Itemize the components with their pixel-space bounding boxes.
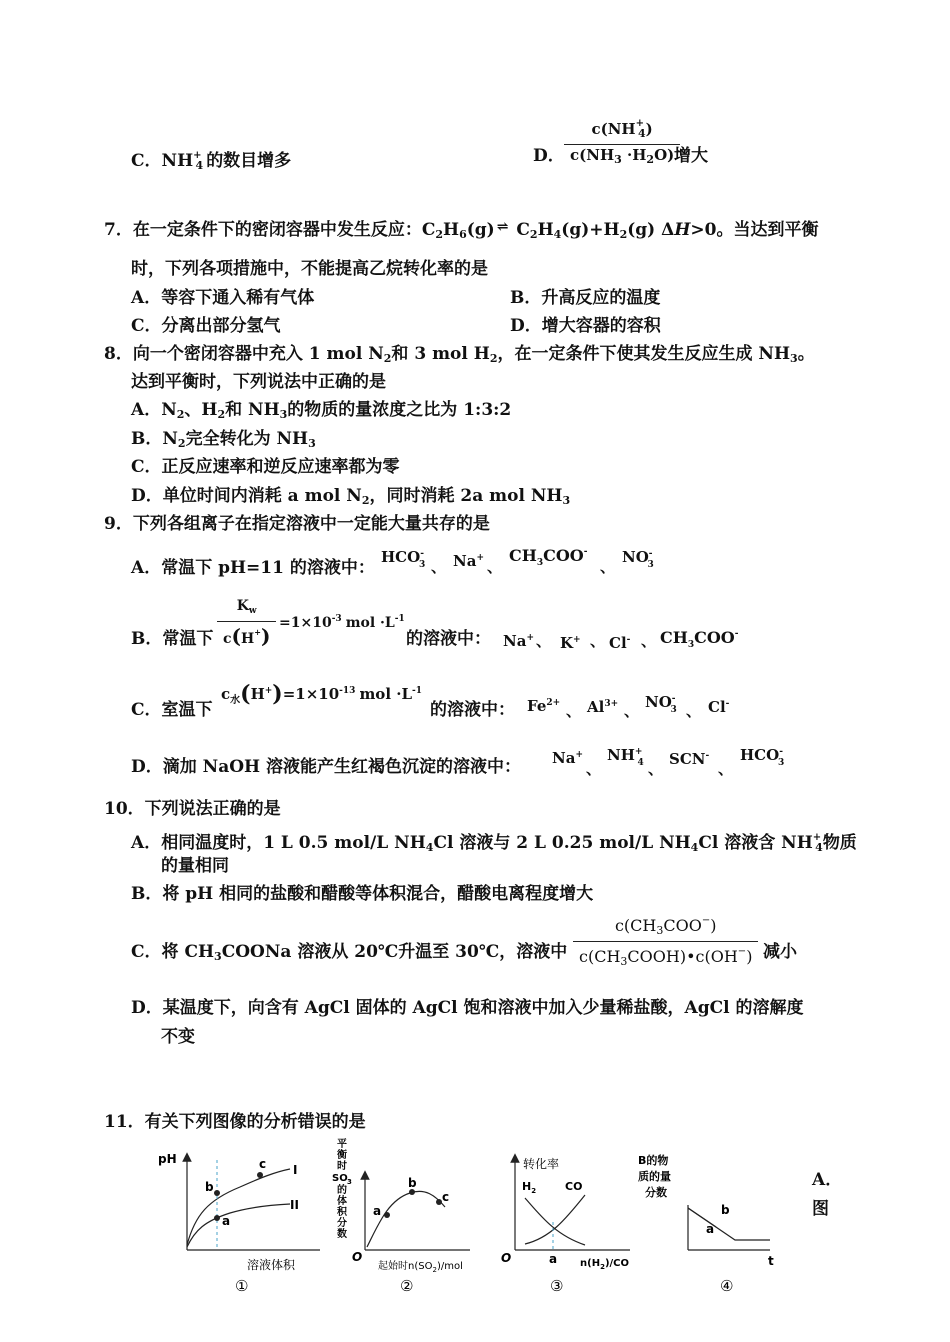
fraction-denominator: c(H+) [223,624,271,648]
q9-stem: 9．下列各组离子在指定溶液中一定能大量共存的是 [104,514,490,534]
svg-text:3: 3 [347,1178,352,1186]
q8-option-c: C．正反应速率和逆反应速率都为零 [131,457,400,477]
graph-1 [150,1145,330,1295]
curve-ii-label: II [290,1198,299,1212]
q7-option-a: A．等容下通入稀有气体 [131,288,315,308]
curve-h2 [525,1198,585,1245]
q9-option-b-prefix: B．常温下 [131,629,214,649]
svg-text:的: 的 [337,1185,347,1196]
ion-na: Na+ [552,749,583,767]
fraction-denominator: $c(NH_3 \cdot H_2O)$ [570,146,675,166]
ion-separator: 、 [566,702,582,720]
q6-option-c: C．$NH^+_4$ 的数目增多 [131,150,292,172]
ion-separator: 、 [431,558,447,576]
q10-option-b: B．将 pH 相同的盐酸和醋酸等体积混合，醋酸电离程度增大 [131,884,594,904]
ion-separator: 、 [590,632,606,650]
graph-number: ④ [720,1277,734,1295]
q6-option-d-text: 增大 [674,146,708,166]
ion-nh4: $NH^+_4$ [607,746,644,768]
ion-separator: 、 [586,760,602,778]
y-axis-label: 转化率 [523,1157,560,1171]
ion-no3: $NO^-_3$ [622,548,654,570]
q9-option-b-equation: $=1\times 10^{-3}$ mol $\cdot L^{-1}$ [279,614,405,631]
q10-option-c-suffix: 减小 [763,942,797,962]
svg-text:时: 时 [337,1161,347,1172]
graph-3 [495,1150,645,1295]
ion-al: $Al^{3+}$ [587,698,619,716]
point-a [214,1215,220,1221]
q8-option-b: B．$N_2$完全转化为 $NH_3$ [131,429,316,450]
ion-ch3coo: $CH_3COO^-$ [509,546,588,568]
point-b-label: b [408,1176,417,1190]
q8-option-a: A．$N_2$、$H_2$和 $NH_3$的物质的量浓度之比为 1:3:2 [131,400,512,421]
point-b [214,1190,220,1196]
point-a-label: a [222,1214,231,1228]
svg-text:SO: SO [332,1173,348,1184]
point-a-label: a [549,1252,558,1266]
x-axis-label [378,1259,463,1274]
q9-option-b-fraction [217,596,276,649]
ion-na: Na+ [503,632,534,650]
q11-option-a-label-2: 图 [812,1199,829,1219]
point-a-label: a [373,1204,382,1218]
q9-option-c-equation: $c_水(H^+)=1\times 10^{-13}$ mol $\cdot L^{-1}$ [221,681,423,707]
ion-separator: 、 [641,632,657,650]
fraction-numerator: $K_w$ [236,598,257,616]
ion-hco3: $HCO^-_3$ [381,548,426,570]
ion-k: K+ [560,634,581,652]
q7-option-c: C．分离出部分氢气 [131,316,281,336]
x-axis-label: t [768,1254,774,1268]
ion-scn: SCN- [669,750,710,768]
svg-text:积: 积 [337,1207,347,1218]
x-axis-label: 溶液体积 [247,1258,296,1272]
ion-fe: $Fe^{2+}$ [527,697,561,715]
ion-hco3: $HCO^-_3$ [740,746,785,768]
graph-number: ② [400,1277,414,1295]
svg-text:体: 体 [337,1196,347,1207]
q9-option-c-suffix: 的溶液中： [430,700,515,720]
svg-text:B的物: B的物 [638,1154,669,1167]
y-axis-label: pH [158,1152,177,1166]
graph-4 [630,1150,790,1295]
ion-separator: 、 [624,702,640,720]
fraction-numerator: $c(CH_3COO^-)$ [614,915,717,937]
q8-option-d: D．单位时间内消耗 a mol $N_2$，同时消耗 2a mol $NH_3$ [131,486,571,507]
ion-separator: 、 [686,702,702,720]
q10-option-d-line2: 不变 [161,1027,195,1047]
q10-option-d-line1: D．某温度下，向含有 AgCl 固体的 AgCl 饱和溶液中加入少量稀盐酸，AgCl 的溶解度 [131,998,804,1018]
point-a-label: a [706,1222,715,1236]
fraction-denominator: $c(CH_3COOH)•c(OH^-)$ [579,946,753,968]
svg-text:数: 数 [337,1229,347,1240]
svg-text:分数: 分数 [645,1186,667,1199]
curve-ii [187,1204,290,1247]
ion-separator: 、 [648,760,664,778]
ion-separator: 、 [600,558,616,576]
ion-separator: 、 [487,558,503,576]
ion-cl: Cl- [708,698,730,716]
point-c-label: c [259,1157,267,1171]
origin-label: O [352,1250,363,1264]
point-c-label: c [442,1190,450,1204]
svg-text:起始时n(SO2)/mol: 起始时$n(SO_2)$/mol [378,1261,463,1274]
q10-option-c: C．将 $CH_3COONa$ 溶液从 20℃升温至 30℃，溶液中 [131,942,568,963]
q9-option-a: A．常温下 pH=11 的溶液中： [131,558,375,578]
point-b-label: b [205,1180,214,1194]
q7-stem-line2: 时，下列各项措施中，不能提高乙烷转化率的是 [131,259,488,279]
svg-text:分: 分 [337,1218,347,1229]
svg-text:衡: 衡 [337,1150,347,1161]
curve-co [525,1195,585,1244]
q10-option-a-line1: A．相同温度时，1 L 0.5 mol/L $NH_4Cl$ 溶液与 2 L 0.25 mol/L $NH_4Cl$ 溶液含 $NH^+_4$物质 [131,832,857,854]
point-a [384,1212,390,1218]
graph-number: ③ [550,1277,564,1295]
q9-option-c-prefix: C．室温下 [131,700,213,720]
graph-number: ① [235,1277,249,1295]
q11-stem: 11．有关下列图像的分析错误的是 [104,1112,366,1132]
ion-na: Na+ [453,552,484,570]
q9-option-b-suffix: 的溶液中： [406,629,491,649]
q6-option-d-fraction [564,114,680,170]
point-c [257,1172,263,1178]
q7-option-b: B．升高反应的温度 [510,288,661,308]
ion-ch3coo: $CH_3COO^-$ [660,628,739,650]
graph-2 [330,1135,500,1295]
ion-separator: 、 [718,760,734,778]
ion-no3: $NO^-_3$ [645,693,677,715]
curve-i [187,1169,290,1245]
co-label: CO [565,1180,583,1193]
q10-stem: 10．下列说法正确的是 [104,799,281,819]
origin-label: O [501,1251,512,1265]
q6-option-d-label: D． [533,146,565,166]
ion-separator: 、 [536,632,552,650]
q7-stem-line1: 7．在一定条件下的密闭容器中发生反应：$C_2H_6(g)$ ⇌ $C_2H_4(g)+H_2(g)$ ΔH>0。当达到平衡 [104,219,819,241]
svg-text:质的量: 质的量 [638,1170,671,1183]
point-b-label: b [721,1203,730,1217]
h2-label: $H_2$ [522,1180,537,1195]
q9-option-d: D．滴加 NaOH 溶液能产生红褐色沉淀的溶液中： [131,757,522,777]
curve [367,1191,445,1247]
x-axis-label: $n(H_2)/CO$ [580,1258,629,1271]
fraction-numerator: $c(NH^+_4)$ [591,118,653,140]
curve-i-label: I [293,1163,298,1177]
svg-text:平: 平 [337,1139,347,1150]
q10-option-a-line2: 的量相同 [161,856,229,876]
ion-cl: Cl- [609,634,631,652]
y-axis-label [332,1137,352,1240]
q7-option-d: D．增大容器的容积 [510,316,661,336]
q10-option-c-fraction [573,911,758,972]
q8-stem-line1: 8．向一个密闭容器中充入 1 mol $N_2$和 3 mol $H_2$，在一定条件下使其发生反应生成 $NH_3$。 [104,344,815,365]
q8-stem-line2: 达到平衡时，下列说法中正确的是 [131,372,386,392]
y-axis-label [638,1153,671,1199]
q11-option-a-label: A． [812,1170,843,1190]
